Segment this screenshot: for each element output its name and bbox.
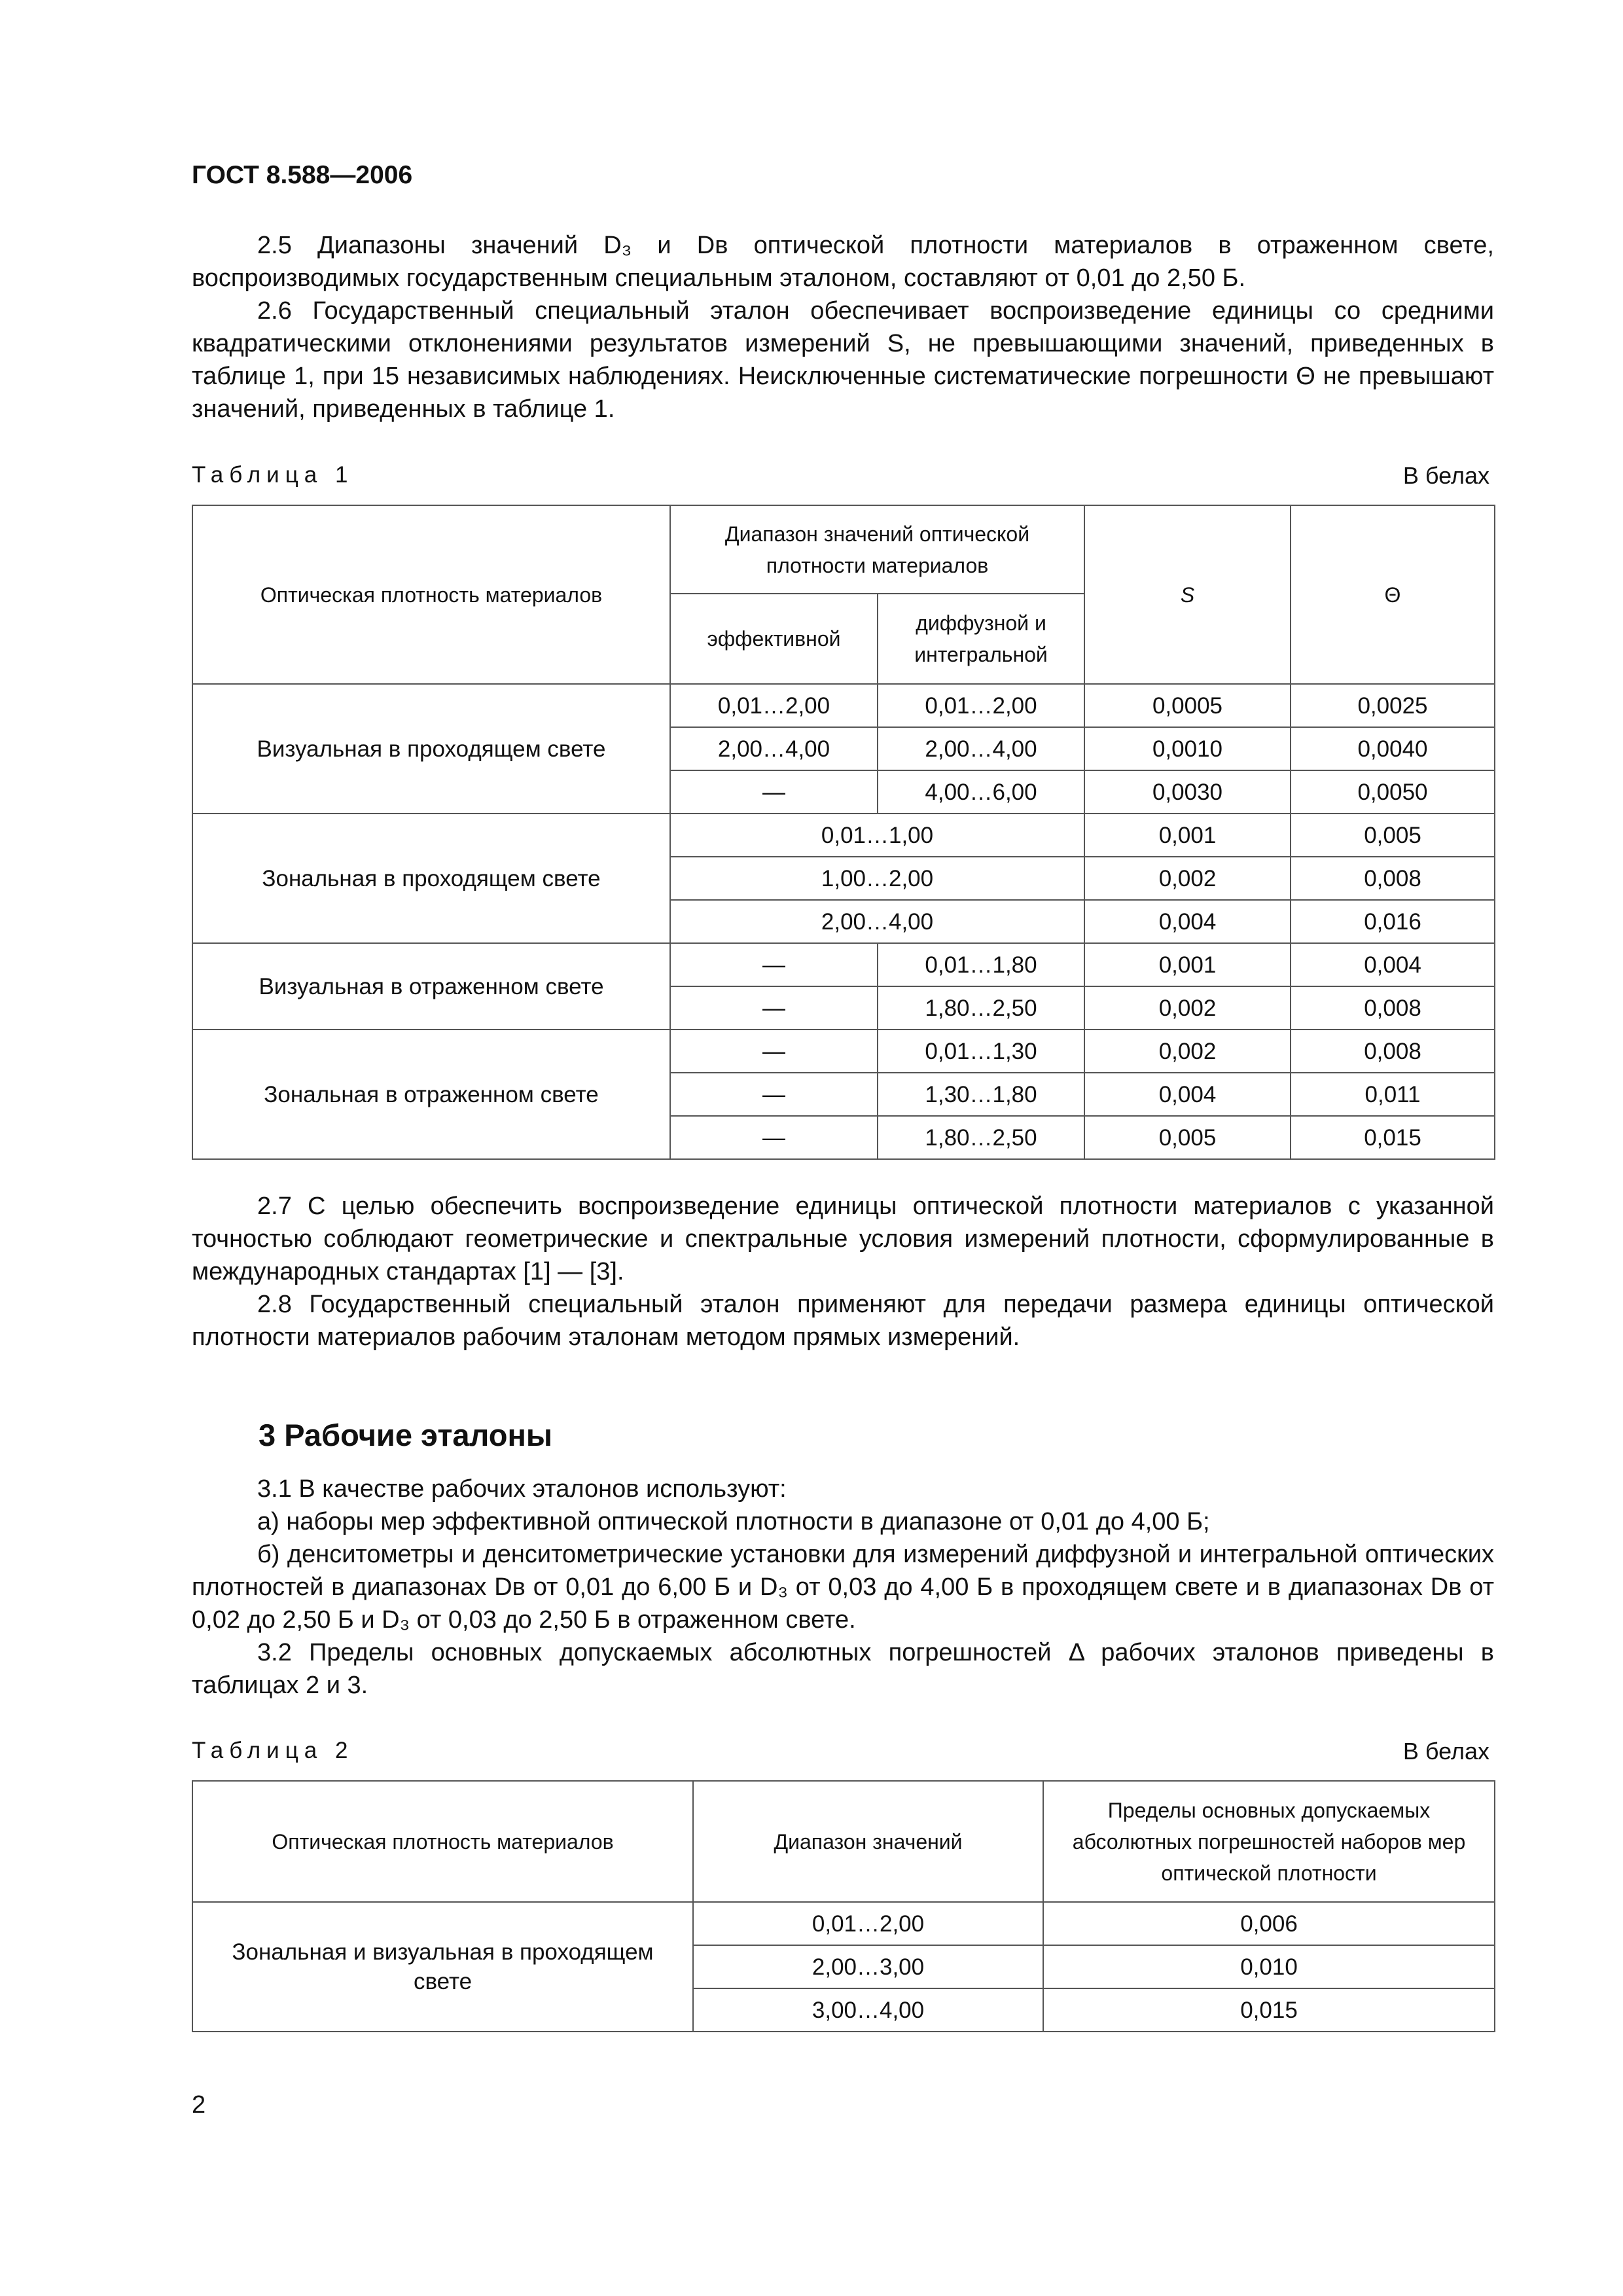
t1-diffuse-cell: 1,80…2,50 [878,986,1084,1030]
paragraph-2-8: 2.8 Государственный специальный эталон применяют для передачи размера единицы оптической плотности материалов рабочим эталонам методом прямых измерений. [192,1291,1494,1351]
t1-header-effective: эффективной [670,594,878,684]
t1-theta-cell: 0,015 [1291,1116,1495,1159]
paragraph-2-7: 2.7 С целью обеспечить воспроизведение единицы оптической плотности материалов с указанной точностью соблюдают геометрические и спектральные условия измерений плотности, сформулированные в международных стандартах [1] — [3]. [192,1193,1494,1285]
t1-header-theta: Θ [1291,505,1495,684]
t1-theta-cell: 0,011 [1291,1073,1495,1116]
t2-range-cell: 3,00…4,00 [693,1988,1043,2032]
t1-effective-cell: 2,00…4,00 [670,727,878,770]
t1-diffuse-cell: 1,30…1,80 [878,1073,1084,1116]
t2-header-range: Диапазон значений [693,1781,1043,1902]
table-row [192,1030,1495,1073]
table-1 [192,505,1495,1160]
t2-limit-cell: 0,015 [1043,1988,1495,2032]
t1-effective-cell: — [670,770,878,814]
t1-theta-cell: 0,008 [1291,986,1495,1030]
t1-group-name: Визуальная в проходящем свете [192,684,670,814]
table1-caption: Таблица 1 [192,462,354,488]
page-number: 2 [192,2091,206,2119]
t1-theta-cell: 0,005 [1291,814,1495,857]
section-3-title: 3 Рабочие эталоны [259,1418,552,1452]
document-header: ГОСТ 8.588—2006 [192,161,413,189]
t1-diffuse-cell: 1,80…2,50 [878,1116,1084,1159]
t1-effective-cell: — [670,1073,878,1116]
t1-s-cell: 0,0010 [1084,727,1291,770]
t1-theta-cell: 0,0050 [1291,770,1495,814]
t2-limit-cell: 0,006 [1043,1902,1495,1945]
paragraph-3-1-a: а) наборы мер эффективной оптической плотности в диапазоне от 0,01 до 4,00 Б; [257,1508,1210,1535]
t1-range-merged-cell: 2,00…4,00 [670,900,1084,943]
paragraph-3-1: 3.1 В качестве рабочих эталонов используют: [257,1475,787,1503]
t1-header-s: S [1084,505,1291,684]
t1-header-range: Диапазон значений оптической плотности материалов [670,505,1084,594]
table1-unit: В белах [1402,462,1489,489]
paragraph-3-1-b: б) денситометры и денситометрические установки для измерений диффузной и интегральной оптических плотностей в диапазонах Dв от 0,01 до 6,00 Б и D₃ от 0,03 до 4,00 Б в проходящем свете и в диапазонах Dв от 0,02 до 2,50 Б и D₃ от 0,03 до 2,50 Б в отраженном свете. [192,1541,1494,1634]
t2-range-cell: 2,00…3,00 [693,1945,1043,1988]
t1-s-cell: 0,002 [1084,986,1291,1030]
t1-s-cell: 0,001 [1084,943,1291,986]
table-2 [192,1780,1495,2032]
t2-group-name: Зональная и визуальная в проходящем свете [192,1902,693,2032]
paragraph-2-5: 2.5 Диапазоны значений D₃ и Dв оптической плотности материалов в отраженном свете, воспроизводимых государственным специальным эталоном, составляют от 0,01 до 2,50 Б. [192,232,1494,292]
t1-group-name: Зональная в отраженном свете [192,1030,670,1159]
t1-effective-cell: 0,01…2,00 [670,684,878,727]
t1-s-cell: 0,002 [1084,1030,1291,1073]
t1-theta-cell: 0,008 [1291,857,1495,900]
t1-header-diffuse: диффузной и интегральной [878,594,1084,684]
t1-effective-cell: — [670,986,878,1030]
t1-header-material: Оптическая плотность материалов [192,505,670,684]
t2-header-limits: Пределы основных допускаемых абсолютных погрешностей наборов мер оптической плотности [1043,1781,1495,1902]
t1-range-merged-cell: 1,00…2,00 [670,857,1084,900]
t1-theta-cell: 0,004 [1291,943,1495,986]
t1-effective-cell: — [670,1116,878,1159]
t1-s-cell: 0,004 [1084,1073,1291,1116]
t1-range-merged-cell: 0,01…1,00 [670,814,1084,857]
t2-limit-cell: 0,010 [1043,1945,1495,1988]
table-row [192,814,1495,857]
t1-diffuse-cell: 2,00…4,00 [878,727,1084,770]
t1-effective-cell: — [670,943,878,986]
table2-unit: В белах [1402,1738,1489,1765]
t1-effective-cell: — [670,1030,878,1073]
section-3-paragraphs [192,1473,1494,1702]
t1-diffuse-cell: 0,01…1,80 [878,943,1084,986]
paragraph-2-6: 2.6 Государственный специальный эталон обеспечивает воспроизведение единицы со средними квадратическими отклонениями результатов измерений S, не превышающими значений, приведенных в таблице 1, при 15 независимых наблюдениях. Неисключенные систематические погрешности Θ не превышают значений, приведенных в таблице 1. [192,297,1494,423]
t1-s-cell: 0,002 [1084,857,1291,900]
paragraph-3-2: 3.2 Пределы основных допускаемых абсолютных погрешностей Δ рабочих эталонов приведены в таблицах 2 и 3. [192,1639,1494,1699]
t1-s-cell: 0,0030 [1084,770,1291,814]
t1-s-cell: 0,001 [1084,814,1291,857]
t1-theta-cell: 0,016 [1291,900,1495,943]
table2-caption: Таблица 2 [192,1738,354,1763]
t1-theta-cell: 0,0025 [1291,684,1495,727]
t2-range-cell: 0,01…2,00 [693,1902,1043,1945]
t1-s-cell: 0,0005 [1084,684,1291,727]
t1-s-cell: 0,004 [1084,900,1291,943]
t1-theta-cell: 0,0040 [1291,727,1495,770]
t1-group-name: Зональная в проходящем свете [192,814,670,943]
t1-diffuse-cell: 0,01…2,00 [878,684,1084,727]
t2-header-material: Оптическая плотность материалов [192,1781,693,1902]
t1-s-cell: 0,005 [1084,1116,1291,1159]
table-row [192,684,1495,727]
t1-theta-cell: 0,008 [1291,1030,1495,1073]
table-row [192,943,1495,986]
middle-paragraphs [192,1190,1494,1354]
t1-diffuse-cell: 4,00…6,00 [878,770,1084,814]
intro-paragraphs [192,229,1494,425]
t1-group-name: Визуальная в отраженном свете [192,943,670,1030]
t1-diffuse-cell: 0,01…1,30 [878,1030,1084,1073]
